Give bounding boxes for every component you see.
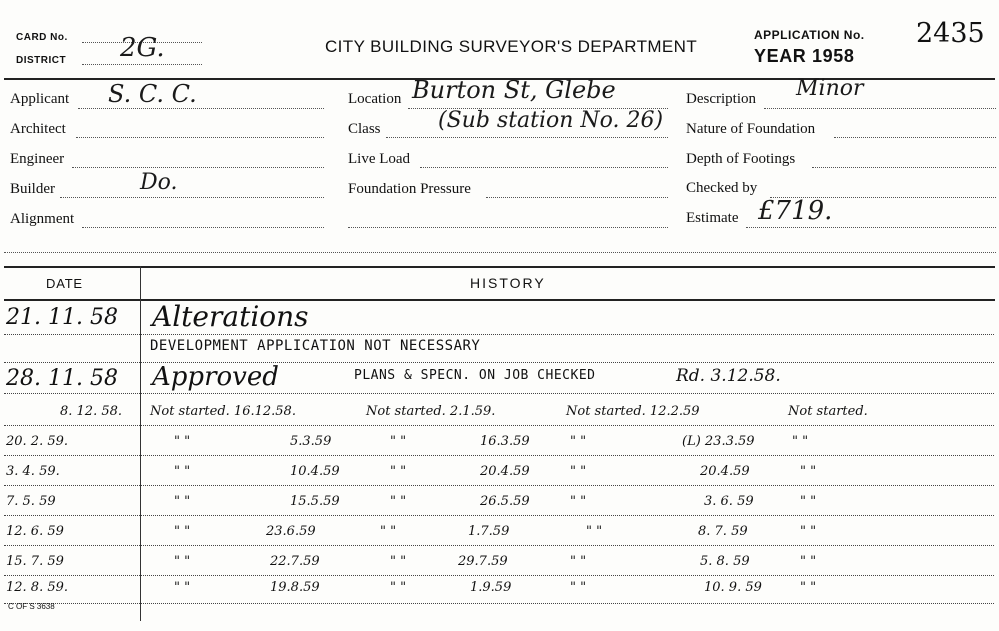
row-col-2: Not started. 2.1.59. <box>366 404 496 419</box>
builder-label: Builder <box>10 181 55 197</box>
live-load-line <box>420 167 668 168</box>
row-date: 7. 5. 59 <box>6 494 56 509</box>
middle-blank-line <box>348 227 668 228</box>
foundation-pressure-line <box>486 197 668 198</box>
architect-label: Architect <box>10 121 66 137</box>
row-history: Alterations <box>152 300 309 333</box>
card-no-label: CARD No. <box>16 32 68 43</box>
row-ditto-3: " " <box>570 554 587 569</box>
row-col-3: 8. 7. 59 <box>698 524 748 539</box>
class-value: (Sub station No. 26) <box>438 108 664 133</box>
row-ditto-1: " " <box>174 580 191 595</box>
nature-of-foundation-label: Nature of Foundation <box>686 121 816 137</box>
engineer-line <box>72 167 324 168</box>
row-ditto-3: " " <box>570 434 587 449</box>
builder-line <box>60 197 324 198</box>
row-ditto-2: " " <box>390 580 407 595</box>
table-row-line <box>4 545 994 546</box>
row-col-1: 10.4.59 <box>290 464 340 479</box>
row-col-2: 16.3.59 <box>480 434 530 449</box>
row-ditto-3: " " <box>570 464 587 479</box>
row-col-1: 5.3.59 <box>290 434 332 449</box>
row-col-1: Not started. 16.12.58. <box>150 404 296 419</box>
row-date: 3. 4. 59. <box>6 464 60 479</box>
table-row-line <box>4 603 994 604</box>
row-ditto-1: " " <box>174 494 191 509</box>
row-ditto-4: " " <box>800 494 817 509</box>
row-ditto-2: " " <box>390 494 407 509</box>
description-value: Minor <box>796 76 864 101</box>
row-col-3: 5. 8. 59 <box>700 554 750 569</box>
row-col-2: 1.7.59 <box>468 524 510 539</box>
row-col-4: Not started. <box>788 404 868 419</box>
depth-of-footings-line <box>812 167 996 168</box>
nature-of-foundation-line <box>834 137 996 138</box>
table-row-line <box>4 393 994 394</box>
date-column-header: DATE <box>46 276 83 291</box>
row-date: 28. 11. 58 <box>6 366 118 391</box>
row-ditto-3: " " <box>586 524 603 539</box>
row-ditto-4: " " <box>800 464 817 479</box>
builder-value: Do. <box>140 170 178 195</box>
district-value: 2G. <box>120 33 165 63</box>
row-date: 12. 6. 59 <box>6 524 64 539</box>
district-line <box>82 64 202 65</box>
row-col-1: 15.5.59 <box>290 494 340 509</box>
table-row-line <box>4 575 994 576</box>
estimate-line <box>746 227 996 228</box>
row-ditto-2: " " <box>390 464 407 479</box>
application-no-label: APPLICATION No. <box>754 28 865 42</box>
row-col-2: 29.7.59 <box>458 554 508 569</box>
row-col-2: 1.9.59 <box>470 580 512 595</box>
description-line <box>764 108 996 109</box>
row-note: Rd. 3.12.58. <box>676 366 781 386</box>
class-label: Class <box>348 121 381 137</box>
date-column-divider <box>140 266 141 621</box>
location-label: Location <box>348 91 402 107</box>
history-column-header: HISTORY <box>470 275 546 291</box>
row-col-2: 26.5.59 <box>480 494 530 509</box>
row-ditto-1: " " <box>174 434 191 449</box>
row-col-3: 20.4.59 <box>700 464 750 479</box>
estimate-value: £719. <box>758 196 833 226</box>
district-label: DISTRICT <box>16 55 67 66</box>
table-row-line <box>4 334 994 335</box>
row-col-3: Not started. 12.2.59 <box>566 404 700 419</box>
row-col-3: 10. 9. 59 <box>704 580 762 595</box>
row-col-1: 23.6.59 <box>266 524 316 539</box>
development-stamp: DEVELOPMENT APPLICATION NOT NECESSARY <box>150 338 481 354</box>
row-ditto-2: " " <box>390 554 407 569</box>
table-row-line <box>4 485 994 486</box>
row-col-2: 20.4.59 <box>480 464 530 479</box>
row-ditto-4: " " <box>800 580 817 595</box>
row-ditto-1: " " <box>174 464 191 479</box>
row-col-1: 22.7.59 <box>270 554 320 569</box>
row-ditto-2: " " <box>390 434 407 449</box>
row-date: 20. 2. 59. <box>6 434 69 449</box>
table-row-line <box>4 515 994 516</box>
checked-by-label: Checked by <box>686 180 758 196</box>
year-label: YEAR 1958 <box>754 46 855 66</box>
table-row-line <box>4 455 994 456</box>
row-ditto-4: " " <box>792 434 809 449</box>
description-label: Description <box>686 91 756 107</box>
row-date: 21. 11. 58 <box>6 305 118 330</box>
class-line <box>386 137 668 138</box>
row-ditto-4: " " <box>800 524 817 539</box>
estimate-label: Estimate <box>686 210 739 226</box>
fields-bottom-line <box>4 252 996 253</box>
row-ditto-4: " " <box>800 554 817 569</box>
alignment-label: Alignment <box>10 211 75 227</box>
live-load-label: Live Load <box>348 151 411 167</box>
engineer-label: Engineer <box>10 151 65 167</box>
row-col-3: (L) 23.3.59 <box>682 434 755 449</box>
row-col-1: 19.8.59 <box>270 580 320 595</box>
alignment-line <box>82 227 324 228</box>
row-history: Approved <box>152 362 279 392</box>
architect-line <box>76 137 324 138</box>
depth-of-footings-label: Depth of Footings <box>686 151 796 167</box>
table-top-rule <box>4 266 995 268</box>
row-date: 8. 12. 58. <box>60 404 123 419</box>
row-ditto-3: " " <box>570 580 587 595</box>
location-value: Burton St, Glebe <box>412 76 616 104</box>
row-ditto-2: " " <box>380 524 397 539</box>
plans-checked-stamp: PLANS & SPECN. ON JOB CHECKED <box>354 368 596 383</box>
row-col-3: 3. 6. 59 <box>704 494 754 509</box>
table-row-line <box>4 425 994 426</box>
applicant-line <box>78 108 324 109</box>
row-ditto-3: " " <box>570 494 587 509</box>
row-date: 12. 8. 59. <box>6 580 69 595</box>
row-date: 15. 7. 59 <box>6 554 64 569</box>
applicant-value: S. C. C. <box>108 80 197 108</box>
application-number: 2435 <box>916 18 985 49</box>
row-ditto-1: " " <box>174 524 191 539</box>
row-ditto-1: " " <box>174 554 191 569</box>
form-code: C OF S 3638 <box>8 602 55 611</box>
department-title: CITY BUILDING SURVEYOR'S DEPARTMENT <box>325 37 698 56</box>
foundation-pressure-label: Foundation Pressure <box>348 181 471 197</box>
applicant-label: Applicant <box>10 91 70 107</box>
